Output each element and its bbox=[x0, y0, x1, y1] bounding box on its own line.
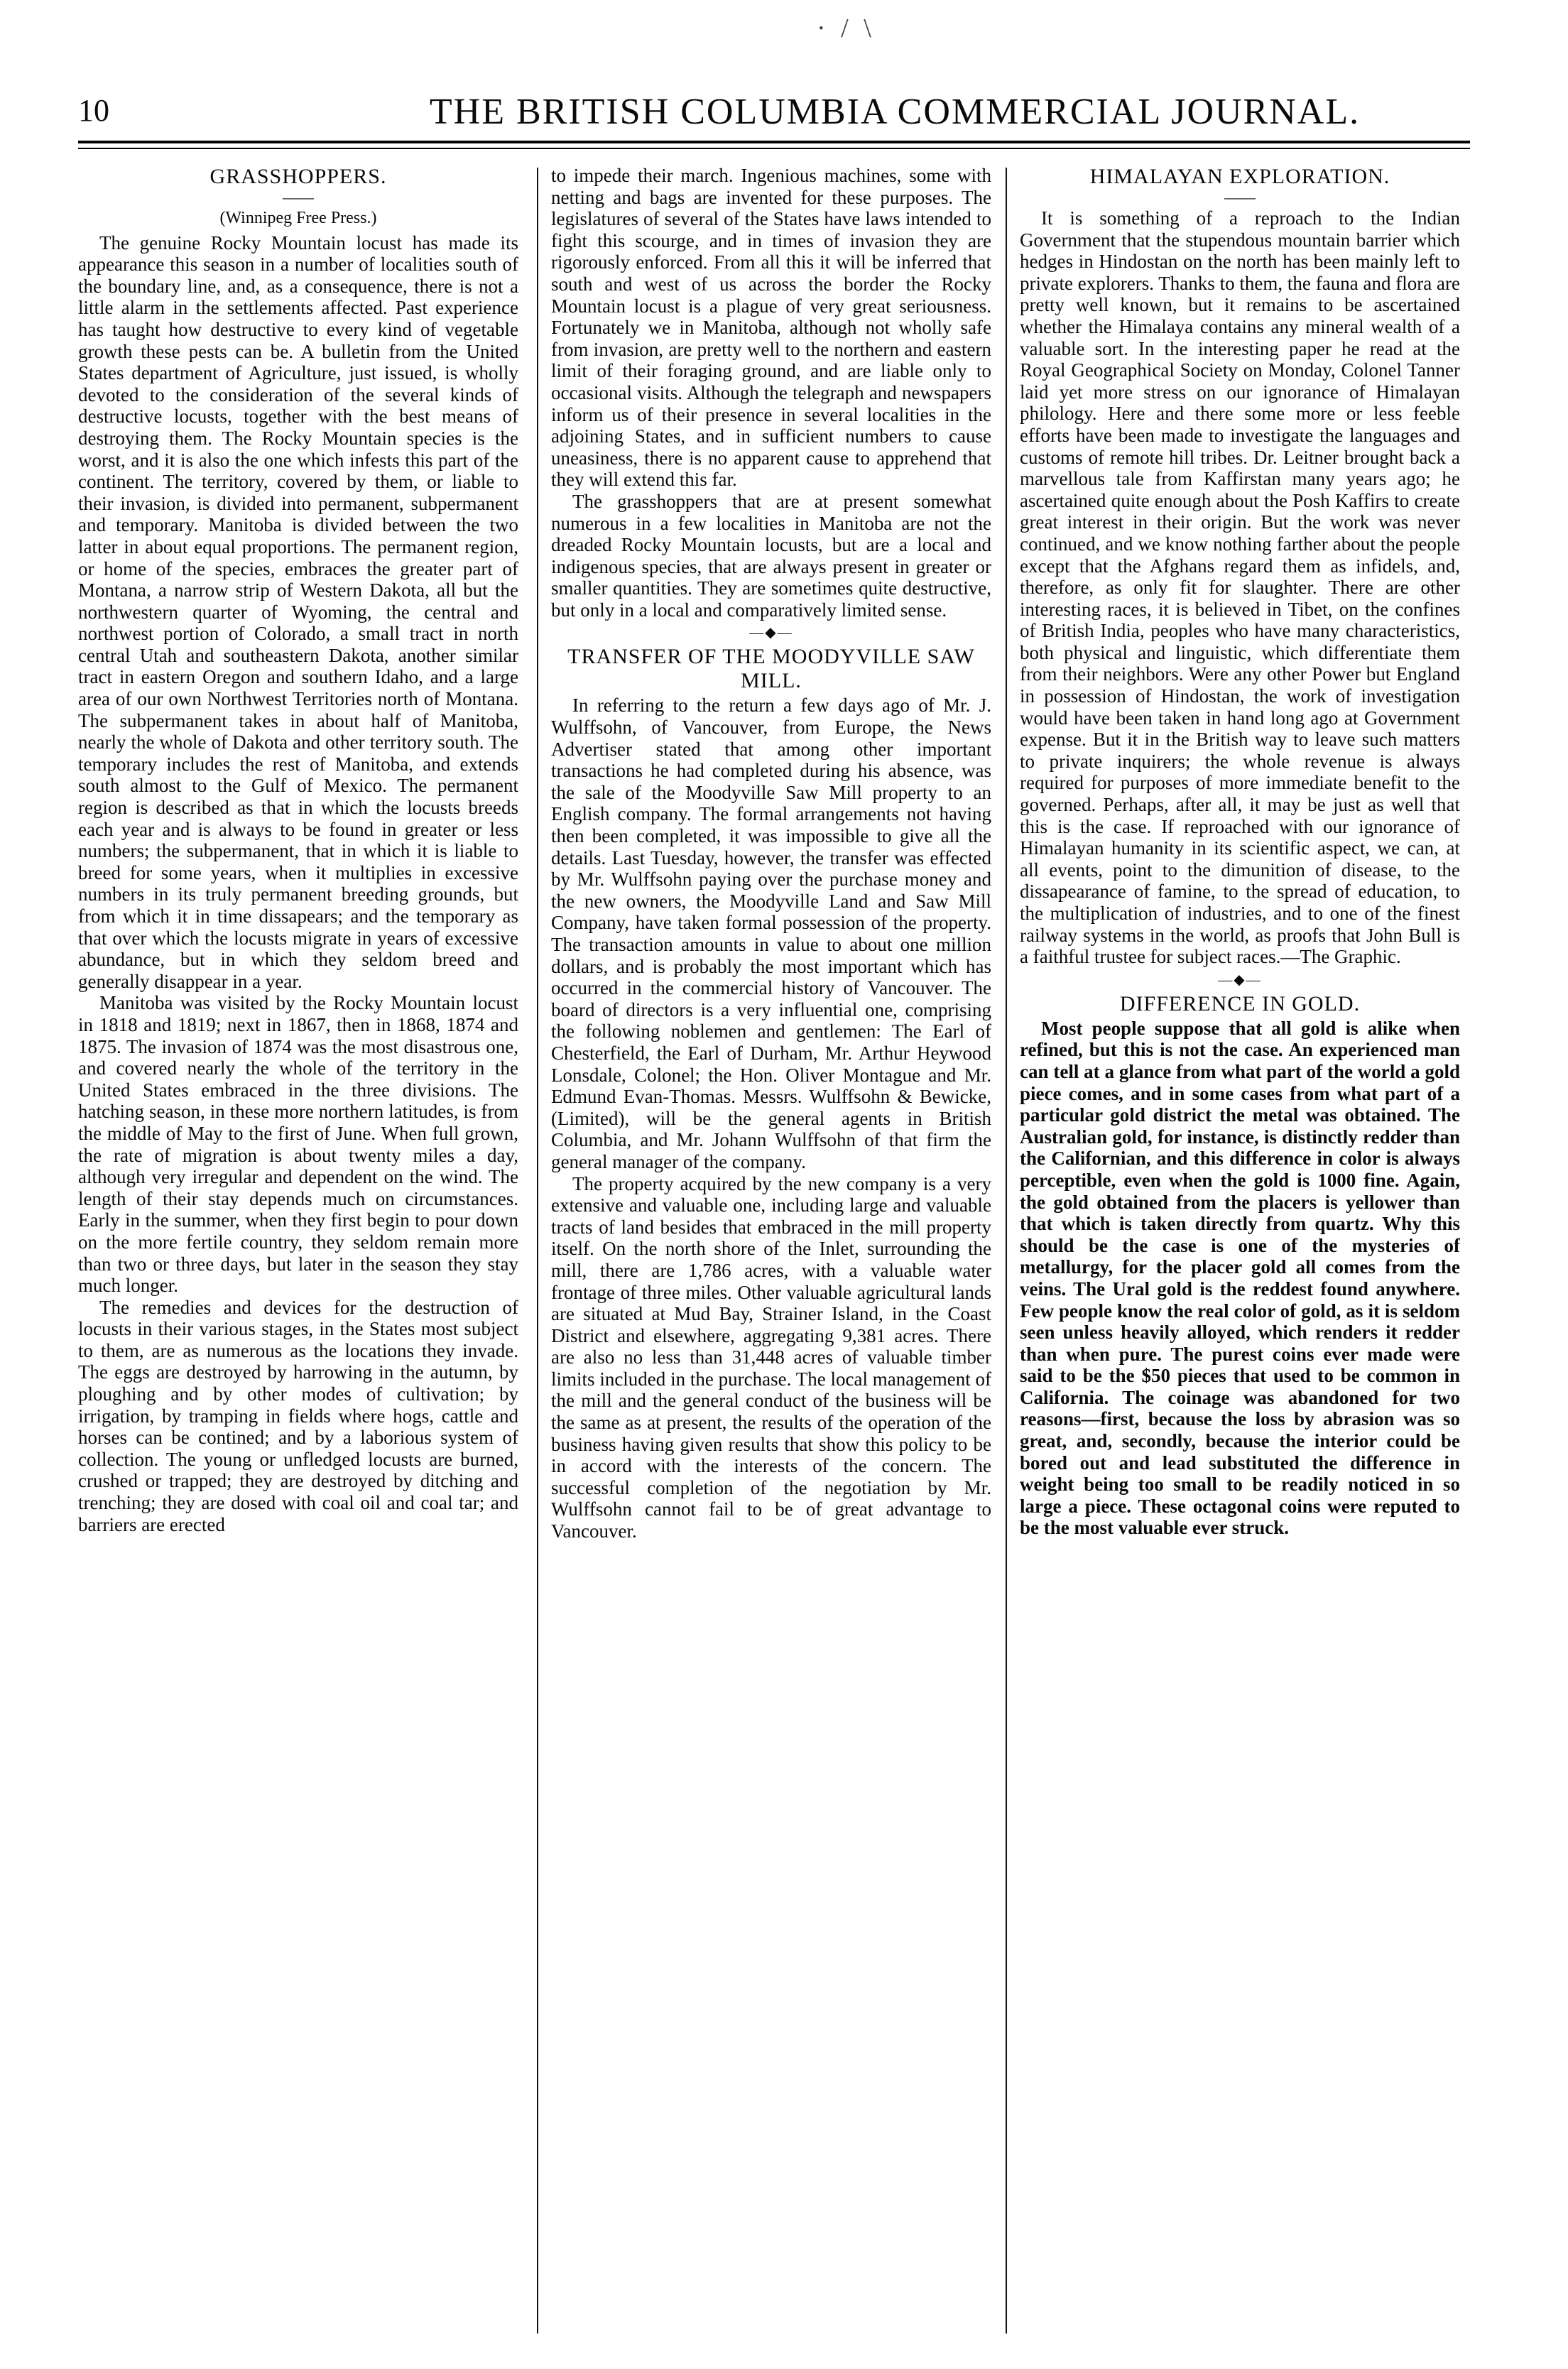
column-divider-1 bbox=[537, 168, 538, 2333]
heading-dash: —— bbox=[1224, 188, 1256, 206]
paragraph-continued: to impede their march. Ingenious machines, some with netting and bags are invented for these purposes. The legislatures of several of the States have laws intended to fight this scourge, and in times of invasion they are rigorously enforced. From all this it will be inferred that south and west of us across the border the Rocky Mountain locust is a plague of very great seriousness. Fortunately we in Manitoba, although not wholly safe from invasion, are pretty well to the northern and eastern limit of their foraging ground, and are liable only to occasional visits. Although the telegraph and newspapers inform us of their presence in several localities in the adjoining States, and in sufficient numbers to cause uneasiness, there is no apparent cause to apprehend that they will extend this far. bbox=[551, 165, 991, 491]
column-1 bbox=[78, 165, 518, 2338]
column-divider-2 bbox=[1006, 168, 1007, 2333]
column-3 bbox=[1020, 165, 1460, 2338]
header-rule-thick bbox=[78, 141, 1470, 143]
section-ornament: —◆— bbox=[1218, 971, 1262, 988]
paragraph: The grasshoppers that are at present somewhat numerous in a few localities in Manitoba are not the dreaded Rocky Mountain locusts, but are a local and indigenous species, that are always present in greater or smaller quantities. They are sometimes quite destructive, but only in a local and comparatively limited sense. bbox=[551, 490, 991, 621]
journal-title: THE BRITISH COLUMBIA COMMERCIAL JOURNAL. bbox=[429, 92, 1361, 132]
header-rule-thin bbox=[78, 148, 1470, 149]
article-source: (Winnipeg Free Press.) bbox=[219, 209, 377, 227]
paragraph: The genuine Rocky Mountain locust has made its appearance this season in a number of localities south of the boundary line, and, as a consequence, there is not a little alarm in the settlements affected. Past experience has taught how destructive to every kind of vegetable growth these pests can be. A bulletin from the United States department of Agriculture, just issued, is wholly devoted to the consideration of the several kinds of destructive locusts, together with the best means of destroying them. The Rocky Mountain species is the worst, and it is also the one which infests this part of the continent. The territory, covered by them, or liable to their invasion, is divided into permanent, subpermanent and temporary. Manitoba is divided between the two latter in about equal proportions. The permanent region, or home of the species, embraces the greater part of Montana, a narrow strip of Western Dakota, all but the northwestern quarter of Wyoming, the central and northwest portion of Colorado, a small tract in north central Utah and southeastern Dakota, another similar tract in eastern Oregon and southern Idaho, and a large area of our own Northwest Territories north of Montana. The subpermanent takes in about half of Manitoba, nearly the whole of Dakota and other territory south. The temporary includes the rest of Manitoba, and extends south almost to the Gulf of Mexico. The permanent region is described as that in which the locusts breeds each year and is always to be found in greater or less numbers; the subpermanent, that in which it is liable to breed for some years, when it multiplies in excessive numbers in its truly permanent breeding grounds, but from which it in time dissapears; and the temporary as that over which the locusts migrate in years of excessive abundance, but in which they seldom breed and generally disappear in a year. bbox=[78, 232, 518, 992]
column-2 bbox=[551, 165, 991, 2338]
paragraph: The remedies and devices for the destruction of locusts in their various stages, in the States most subject to them, are as numerous as the locations they invade. The eggs are destroyed by harrowing in the autumn, by ploughing and by other modes of cultivation; by irrigation, by tramping in fields where hogs, cattle and horses can be contined; and by a laborious system of collection. The young or unfledged locusts are burned, crushed or trapped; they are destroyed by ditching and trenching; they are dosed with coal oil and coal tar; and barriers are erected bbox=[78, 1296, 518, 1535]
top-mark: · / \ bbox=[817, 13, 876, 43]
article-heading-moodyville: TRANSFER OF THE MOODYVILLE SAW MILL. bbox=[567, 645, 975, 693]
article-heading-grasshoppers: GRASSHOPPERS. bbox=[209, 165, 387, 188]
paragraph: It is something of a reproach to the Indian Government that the stupendous mountain barrier which hedges in Hindostan on the north has been mainly left to private explorers. Thanks to them, the fauna and flora are pretty well known, but it remains to be ascertained whether the Himalaya contains any mineral wealth of a valuable sort. In the interesting paper he read at the Royal Geographical Society on Monday, Colonel Tanner laid yet more stress on our ignorance of Himalayan philology. Here and there some more or less feeble efforts have been made to investigate the languages and customs of remote hill tribes. Dr. Leitner brought back a marvellous tale from Kaffirstan many years ago; he ascertained quite enough about the Posh Kaffirs to create great interest in their origin. But the work was never continued, and we know nothing farther about the people except that the Afghans regard them as infidels, and, therefore, as only fit for slaughter. There are other interesting races, it is believed in Tibet, on the confines of British India, peoples who have many characteristics, both physical and linguistic, which differentiate them from their neighbors. Were any other Power but England in possession of Hindostan, the work of investigation would have been taken in hand long ago at Government expense. But it in the British way to leave such matters to private inquirers; the whole revenue is always required for purposes of more immediate benefit to the governed. Perhaps, after all, it may be just as well that this is the case. If reproached with our ignorance of Himalayan humanity in its scientific aspect, we can, at all events, point to the dimunition of disease, to the dissapearance of famine, to the spread of education, to the multiplication of industries, and to one of the finest railway systems in the world, as proofs that John Bull is a faithful trustee for subject races.—The Graphic. bbox=[1020, 207, 1460, 968]
article-heading-himalayan: HIMALAYAN EXPLORATION. bbox=[1089, 165, 1390, 188]
page-number: 10 bbox=[78, 93, 109, 128]
paragraph: Most people suppose that all gold is alike when refined, but this is not the case. An experienced man can tell at a glance from what part of the world a gold piece comes, and in some cases from what part of a particular gold district the metal was obtained. The Australian gold, for instance, is distinctly redder than the Californian, and this difference in color is always perceptible, even when the gold is 1000 fine. Again, the gold obtained from the placers is yellower than that which is taken directly from quartz. Why this should be the case is one of the mysteries of metallurgy, for the placer gold all comes from the veins. The Ural gold is the reddest found anywhere. Few people know the real color of gold, as it is seldom seen unless heavily alloyed, which renders it redder than when pure. The purest coins ever made were said to be the $50 pieces that used to be common in California. The coinage was abandoned for two reasons—first, because the loss by abrasion was so great, and, secondly, because the interior could be bored out and lead substituted the difference in weight being too small to be readily noticed in so large a piece. These octagonal coins were reputed to be the most valuable ever struck. bbox=[1020, 1017, 1460, 1539]
paragraph: The property acquired by the new company is a very extensive and valuable one, including large and valuable tracts of land besides that embraced in the mill property itself. On the north shore of the Inlet, surrounding the mill, there are 1,786 acres, with a valuable water frontage of three miles. Other valuable agricultural lands are situated at Mud Bay, Strainer Island, in the Coast District and elsewhere, aggregating 9,381 acres. There are also no less than 31,448 acres of valuable timber limits included in the purchase. The local management of the mill and the general conduct of the business will be the same as at present, the results of the operation of the business having given results that show this policy to be in accord with the interests of the concern. The successful completion of the negotiation by Mr. Wulffsohn cannot fail to be of great advantage to Vancouver. bbox=[551, 1172, 991, 1542]
paragraph: Manitoba was visited by the Rocky Mountain locust in 1818 and 1819; next in 1867, then in 1868, 1874 and 1875. The invasion of 1874 was the most disastrous one, and covered nearly the whole of the territory in the United States embraced in the three divisions. The hatching season, in these more northern latitudes, is from the middle of May to the first of June. When full grown, the rate of migration is about twenty miles a day, although very irregular and dependent on the wind. The length of their stay depends much on circumstances. Early in the summer, when they first begin to pour down on the more fertile country, they seldom remain more than two or three days, but later in the season they stay much longer. bbox=[78, 992, 518, 1297]
heading-dash: —— bbox=[283, 188, 314, 206]
paragraph: In referring to the return a few days ago of Mr. J. Wulffsohn, of Vancouver, from Europe, the News Advertiser stated that among other important transactions he had completed during his absence, was the sale of the Moodyville Saw Mill property to an English company. The formal arrangements not having then been completed, it was impossible to give all the details. Last Tuesday, however, the transfer was effected by Mr. Wulffsohn paying over the purchase money and the new owners, the Moodyville Land and Saw Mill Company, have taken formal possession of the property. The transaction amounts in value to about one million dollars, and is probably the most important which has occurred in the commercial history of Vancouver. The board of directors is a very influential one, comprising the following noblemen and gentlemen: The Earl of Chesterfield, the Earl of Durham, Mr. Arthur Heywood Lonsdale, Colonel; the Hon. Oliver Montague and Mr. Edmund Evan-Thomas. Messrs. Wulffsohn & Bewicke, (Limited), will be the general agents in British Columbia, and Mr. Johann Wulffsohn of that firm the general manager of the company. bbox=[551, 695, 991, 1172]
section-ornament: —◆— bbox=[749, 625, 793, 641]
article-heading-gold: DIFFERENCE IN GOLD. bbox=[1119, 991, 1361, 1015]
